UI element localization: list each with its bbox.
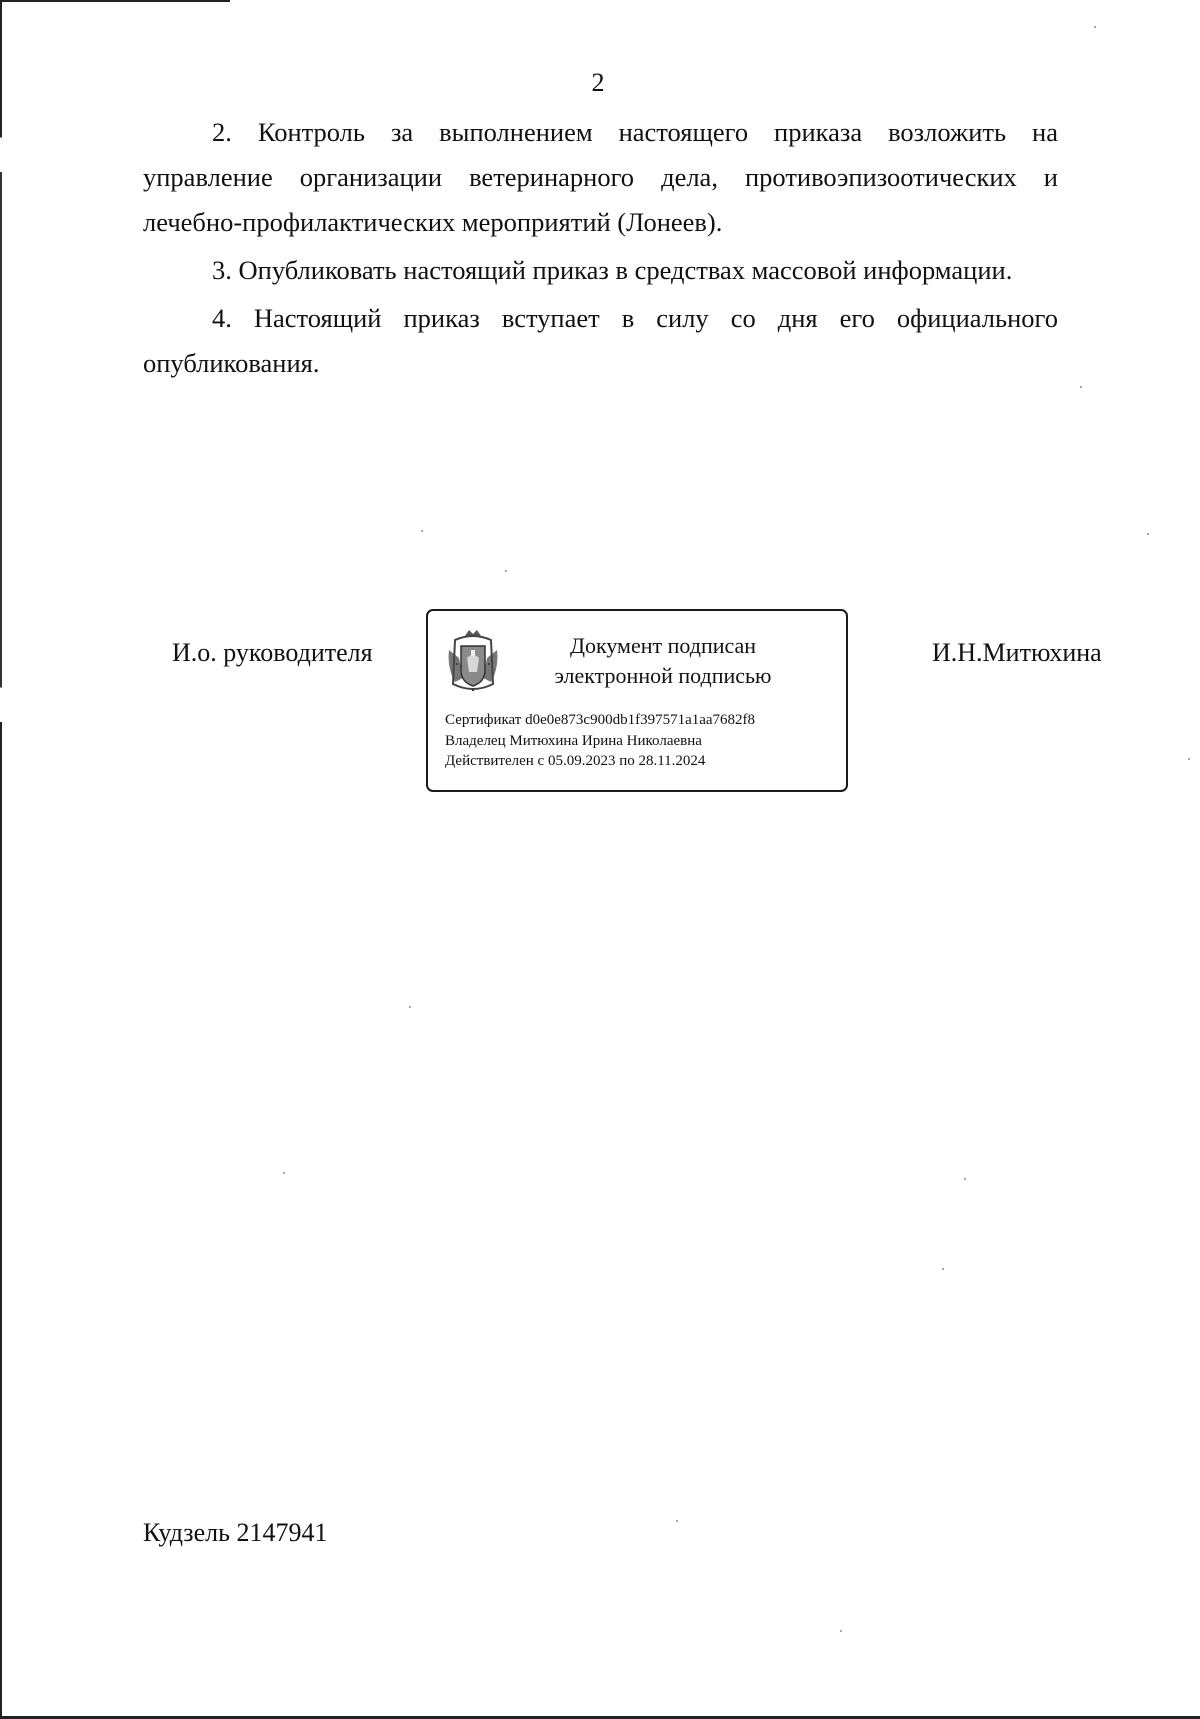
coat-of-arms-icon <box>445 628 501 696</box>
scan-speck <box>1094 26 1096 28</box>
signer-name: И.Н.Митюхина <box>932 638 1102 667</box>
esig-owner: Владелец Митюхина Ирина Николаевна <box>445 732 702 749</box>
order-body <box>143 110 1058 389</box>
esig-validity: Действителен с 05.09.2023 по 28.11.2024 <box>445 753 706 769</box>
paragraph-control: 2. Контроль за выполнением настоящего приказа возложить на управление организации ветеринарного дела, противоэпизоотических и лечебно-профилактических мероприятий (Лонеев). <box>143 117 1058 237</box>
esig-details <box>445 710 755 772</box>
esig-heading <box>518 631 808 691</box>
scan-speck <box>1188 758 1190 760</box>
scan-speck <box>942 1268 944 1270</box>
scan-speck <box>964 1178 966 1180</box>
scan-speck <box>505 570 507 572</box>
scan-speck <box>421 530 423 532</box>
esig-heading-line2: электронной подписью <box>554 663 772 688</box>
electronic-signature-stamp <box>426 609 848 792</box>
scan-speck <box>283 1172 285 1174</box>
scan-speck <box>1080 386 1082 388</box>
signer-title: И.о. руководителя <box>172 638 373 667</box>
executor-contact: Кудзель 2147941 <box>143 1518 328 1547</box>
page-number: 2 <box>591 68 605 97</box>
paragraph-publish: 3. Опубликовать настоящий приказ в средствах массовой информации. <box>212 255 1013 285</box>
scan-speck <box>840 1630 842 1632</box>
esig-heading-line1: Документ подписан <box>569 633 757 658</box>
scan-edge-left <box>0 0 2 1719</box>
scan-speck <box>676 1520 678 1522</box>
paragraph-effective: 4. Настоящий приказ вступает в силу со дня его официального опубликования. <box>143 303 1058 378</box>
scan-speck <box>409 1006 411 1008</box>
scan-speck <box>1147 533 1149 535</box>
esig-certificate: Сертификат d0e0e873c900db1f397571a1aa7682f8 <box>445 712 756 728</box>
scan-edge-top <box>0 0 230 2</box>
